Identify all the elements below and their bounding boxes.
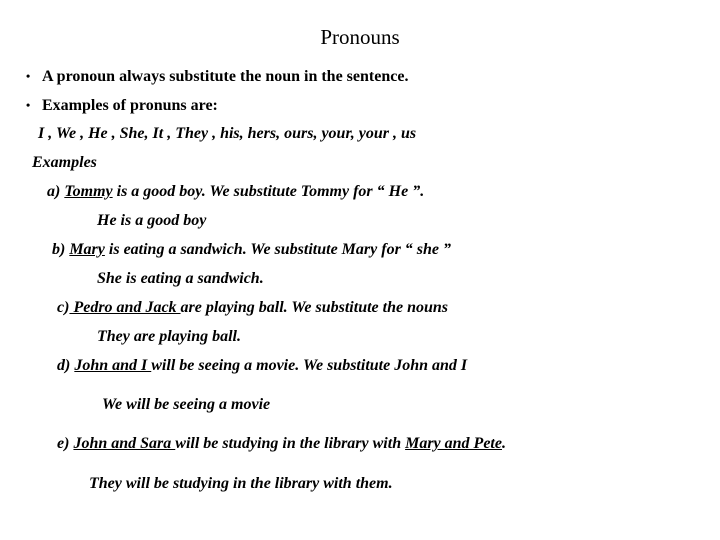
example-noun: Tommy xyxy=(64,183,113,200)
example-noun: John and Sara xyxy=(73,435,176,452)
example-label: e) xyxy=(57,435,70,452)
example-noun: John and I xyxy=(74,357,152,374)
slide-title xyxy=(0,24,720,50)
example-sentence: is eating a sandwich. We substitute Mary for “ she ” xyxy=(104,241,452,258)
example-d xyxy=(57,356,467,376)
example-noun: Pedro and Jack xyxy=(69,299,181,316)
example-label: d) xyxy=(57,357,71,374)
example-label: b) xyxy=(52,241,66,258)
bullet-examples-intro xyxy=(26,95,218,116)
example-tail: . xyxy=(501,435,506,452)
example-c-result: They are playing ball. xyxy=(97,328,241,345)
example-sentence: is a good boy. We substitute Tommy for “ He ”. xyxy=(112,183,425,200)
example-e-result: They will be studying in the library with them. xyxy=(89,475,393,492)
bullet-icon: • xyxy=(26,98,31,112)
example-b-result: She is eating a sandwich. xyxy=(97,270,264,287)
bullet-icon: • xyxy=(26,69,31,83)
example-label: c) xyxy=(57,299,70,316)
pronoun-list: I , We , He , She, It , They , his, hers, ours, your, your , us xyxy=(38,125,417,142)
example-label: a) xyxy=(47,183,61,200)
example-noun: Mary xyxy=(69,241,105,258)
bullet-text: A pronoun always substitute the noun in the sentence. xyxy=(42,68,409,85)
example-a-result: He is a good boy xyxy=(97,212,207,229)
example-b xyxy=(52,240,451,260)
bullet-definition xyxy=(26,66,408,87)
example-sentence: will be studying in the library with xyxy=(175,435,406,452)
bullet-text: Examples of pronuns are: xyxy=(42,97,218,114)
slide-title-text: Pronouns xyxy=(320,25,400,49)
example-a xyxy=(47,182,424,202)
example-object-noun: Mary and Pete xyxy=(405,435,502,452)
example-e xyxy=(57,434,506,454)
example-d-result: We will be seeing a movie xyxy=(102,396,271,413)
example-sentence: will be seeing a movie. We substitute John and I xyxy=(151,357,468,374)
examples-heading: Examples xyxy=(32,154,97,171)
example-c xyxy=(57,298,448,318)
example-sentence: are playing ball. We substitute the nouns xyxy=(180,299,449,316)
